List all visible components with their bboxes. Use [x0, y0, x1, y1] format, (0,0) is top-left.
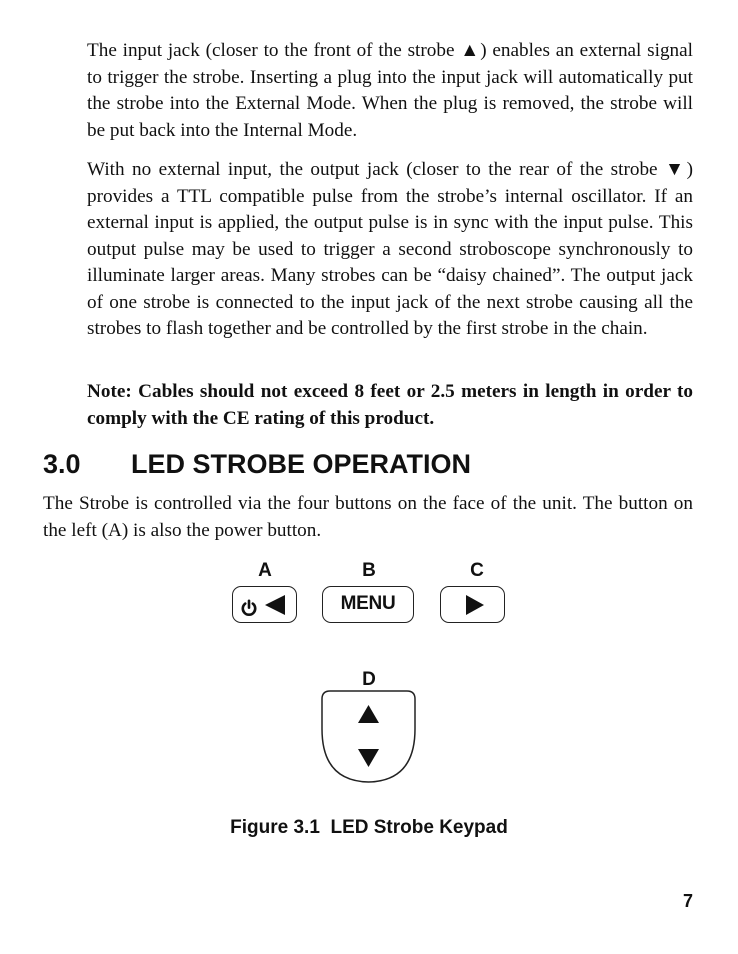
section-number: 3.0 — [43, 449, 81, 479]
right-arrow-icon — [464, 594, 486, 616]
right-button[interactable] — [440, 586, 505, 623]
up-down-button[interactable] — [318, 689, 419, 784]
power-left-button[interactable] — [232, 586, 297, 623]
menu-button[interactable] — [322, 586, 414, 623]
key-label-b: B — [362, 560, 376, 581]
key-label-a: A — [258, 560, 272, 581]
figure-caption: Figure 3.1 LED Strobe Keypad — [230, 817, 508, 838]
section-heading — [43, 446, 471, 482]
key-label-c: C — [470, 560, 484, 581]
input-jack-paragraph: The input jack (closer to the front of the strobe ▲) enables an external signal to trigger the strobe. Inserting a plug into the input jack will automatically put the strobe into the External Mode. When the plug is removed, the strobe will be put back into the Internal Mode. — [87, 40, 693, 141]
intro-paragraph: The Strobe is controlled via the four buttons on the face of the unit. The button on the left (A) is also the power button. — [43, 493, 693, 541]
output-jack-paragraph: With no external input, the output jack (closer to the rear of the strobe ▼) provides a TTL compatible pulse from the strobe’s internal oscillator. If an external input is applied, the output pulse is in sync with the input pulse. This output pulse may be used to trigger a second stroboscope synchronously to illuminate larger areas. Many strobes can be “daisy chained”. The output jack of one strobe is connected to the input jack of the next strobe causing all the strobes to flash together and be controlled by the first strobe in the chain. — [87, 159, 693, 339]
ce-note-paragraph: Note: Cables should not exceed 8 feet or 2.5 meters in length in order to comply with the CE rating of this product. — [87, 381, 693, 429]
section-title: LED STROBE OPERATION — [131, 449, 472, 479]
key-label-d: D — [362, 669, 376, 690]
menu-button-label: MENU — [340, 593, 396, 614]
left-arrow-icon — [263, 594, 287, 616]
page-number: 7 — [682, 891, 693, 911]
power-icon — [240, 599, 258, 617]
